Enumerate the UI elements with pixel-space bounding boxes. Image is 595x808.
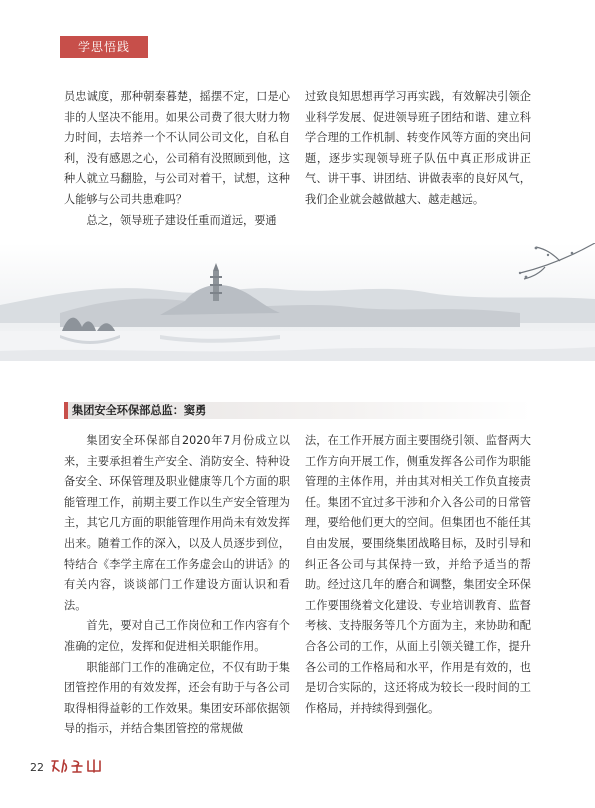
subheading: 集团安全环保部总监：窦勇 (72, 404, 207, 417)
column-bottom-left (64, 431, 290, 740)
column-top-right (305, 87, 531, 211)
paragraph: 总之，领导班子建设任重而道远，要通 (86, 213, 277, 227)
landscape-illustration (0, 243, 595, 393)
section-tag: 学思悟践 (60, 36, 148, 58)
column-bottom-right (305, 431, 531, 719)
paragraph: 法，在工作开展方面主要围绕引领、监督两大工作方向开展工作，侧重发挥各公司作为职能管理的主体作用，并由其对相关工作负直接责任。集团不宜过多干涉和介入各公司的日常管理，要给他们更大的空间。但集团也不能任其自由发展，要围绕集团战略目标，及时引导和纠正各公司与其保持一致，并给予适当的帮助。经过这几年的磨合和调整，集团安全环保工作要围绕着文化建设、专业培训教育、监督考核、支持服务等几个方面为主，来协助和配合各公司的工作，从面上引领关键工作，提升各公司的工作格局和水平，作用是有效的，也是切合实际的，这还将成为较长一段时间的工作格局，并持续得到强化。 (305, 434, 531, 715)
paragraph: 过致良知思想再学习再实践，有效解决引领企业科学发展、促进领导班子团结和谐、建立科学合理的工作机制、转变作风等方面的突出问题，逐步实现领导班子队伍中真正形成讲正气、讲干事、讲团结、讲做表率的良好风气，我们企业就会越做越大、越走越远。 (305, 90, 531, 206)
column-top-left (64, 87, 290, 231)
paragraph: 员忠诚度，那种朝秦暮楚，摇摆不定，口是心非的人坚决不能用。如果公司费了很大财力物力时间，去培养一个不认同公司文化，自私自利，没有感恩之心，公司稍有没照顾到他，这种人就立马翻脸，与公司对着干，试想，这种人能够与公司共患难吗？ (64, 90, 290, 206)
paragraph: 集团安全环保部自2020年7月份成立以来，主要承担着生产安全、消防安全、特种设备安全、环保管理及职业健康等几个方面的职能管理工作，前期主要工作以生产安全管理为主，其它几方面的职能管理作用尚未有效发挥出来。随着工作的深入，以及人员逐步到位，特结合《李学主席在工作务虚会山的讲话》的有关内容，谈谈部门工作建设方面认识和看法。 (64, 434, 290, 612)
paragraph: 首先，要对自己工作岗位和工作内容有个准确的定位，发挥和促进相关职能作用。 (64, 619, 290, 653)
page-number: 22 (30, 761, 44, 774)
magazine-logo-icon (48, 757, 108, 775)
paragraph: 职能部门工作的准确定位，不仅有助于集团管控作用的有效发挥，还会有助于与各公司取得相得益彰的工作效果。集团安环部依据领导的指示，并结合集团管控的常规做 (64, 660, 290, 736)
subheading-accent (64, 402, 68, 419)
